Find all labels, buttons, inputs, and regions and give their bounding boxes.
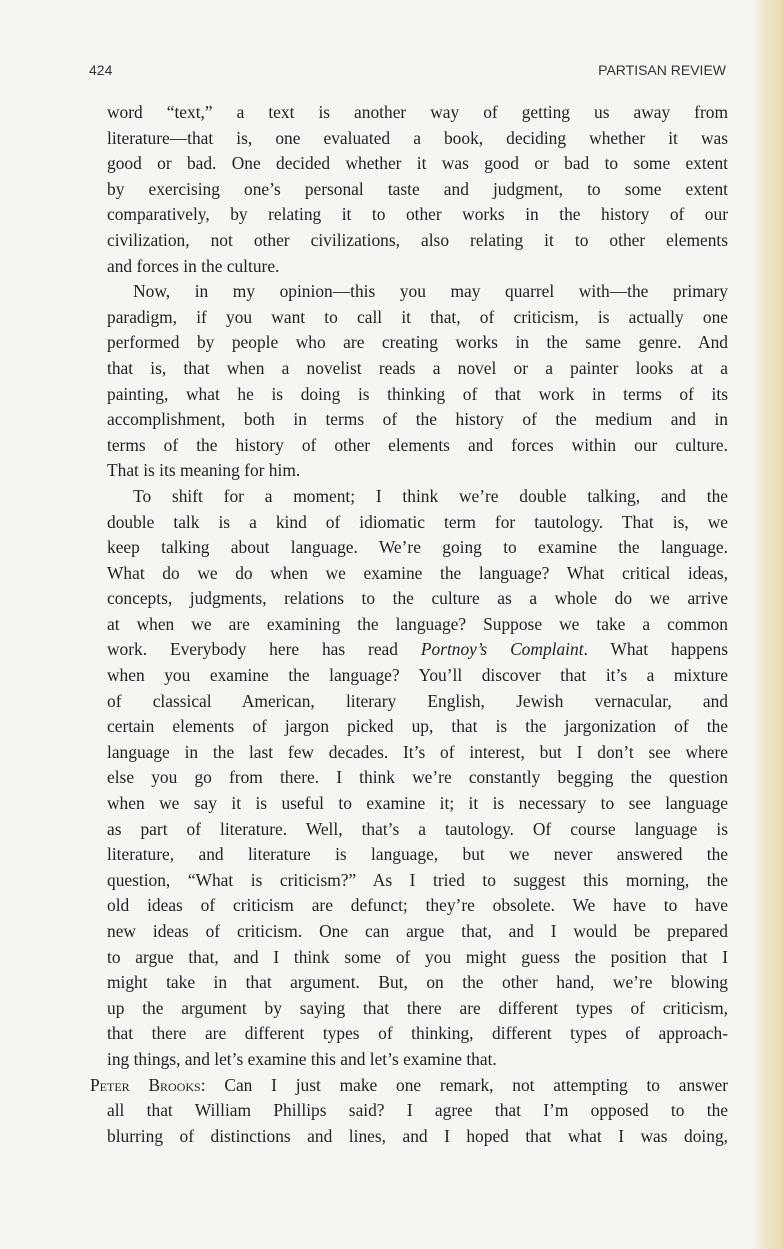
paragraph (107, 279, 728, 484)
text-line: painting, what he is doing is thinking of that work in terms of its (107, 383, 728, 404)
text-line: blurring of distinctions and lines, and I hoped that what I was doing, (107, 1125, 728, 1146)
text-line: all that William Phillips said? I agree that I’m opposed to the (107, 1100, 728, 1121)
speaker-name: Peter Brooks: (90, 1074, 206, 1095)
text-line: literature—that is, one evaluated a book, deciding whether it was (107, 127, 728, 148)
text-line: by exercising one’s personal taste and judgment, to some extent (107, 178, 728, 199)
text-line: literature, and literature is language, but we never answered the (107, 844, 728, 865)
text-line: paradigm, if you want to call it that, of criticism, is actually one (107, 306, 728, 327)
text-line: What do we do when we examine the language? What critical ideas, (107, 562, 728, 583)
text-line: to argue that, and I think some of you might guess the position that I (107, 946, 728, 967)
book-title: Portnoy’s Complaint (420, 639, 584, 660)
text-line: question, “What is criticism?” As I tried to suggest this morning, the (107, 869, 728, 890)
text-line: Peter Brooks: Can I just make one remark, not attempting to answer (90, 1074, 728, 1095)
text-line: performed by people who are creating works in the same genre. And (107, 332, 728, 353)
text-line: as part of literature. Well, that’s a tautology. Of course language is (107, 818, 728, 839)
text-line: good or bad. One decided whether it was good or bad to some extent (107, 153, 728, 174)
text-line: certain elements of jargon picked up, that is the jargonization of the (107, 716, 728, 737)
text-line: keep talking about language. We’re going to examine the language. (107, 537, 728, 558)
text-line: new ideas of criticism. One can argue that, and I would be prepared (107, 921, 728, 941)
text-line: up the argument by saying that there are different types of criticism, (107, 997, 728, 1018)
text-line: work. Everybody here has read Portnoy’s Complaint. What happens (107, 639, 728, 660)
text-line: terms of the history of other elements and forces within our culture. (107, 434, 728, 455)
text-line: word “text,” a text is another way of getting us away from (107, 102, 728, 122)
text-line: concepts, judgments, relations to the culture as a whole do we arrive (107, 588, 728, 609)
text-line: that there are different types of thinking, different types of approach- (107, 1023, 728, 1044)
text-line: that is, that when a novelist reads a novel or a painter looks at a (107, 357, 728, 378)
running-head: PARTISAN REVIEW (598, 62, 726, 78)
text-line: comparatively, by relating it to other works in the history of our (107, 204, 728, 225)
text-line: That is its meaning for him. (107, 460, 301, 481)
paragraph (107, 100, 728, 279)
text-line: ing things, and let’s examine this and let’s examine that. (107, 1048, 497, 1069)
text-line: when you examine the language? You’ll discover that it’s a mixture (107, 665, 728, 686)
page-number: 424 (89, 62, 113, 78)
text-line: accomplishment, both in terms of the history of the medium and in (107, 409, 728, 430)
text-line: civilization, not other civilizations, also relating it to other elements (107, 229, 728, 250)
text-line: else you go from there. I think we’re constantly begging the question (107, 767, 728, 788)
text-line: might take in that argument. But, on the other hand, we’re blowing (107, 972, 728, 993)
text-line: when we say it is useful to examine it; it is necessary to see language (107, 793, 728, 814)
page-edge (753, 0, 783, 1249)
text-line: at when we are examining the language? Suppose we take a common (107, 613, 728, 634)
text-line: and forces in the culture. (107, 255, 280, 276)
body-text (90, 100, 728, 1149)
text-line: old ideas of criticism are defunct; they’re obsolete. We have to have (107, 895, 728, 916)
text-line: language in the last few decades. It’s of interest, but I don’t see where (107, 741, 728, 762)
paragraph (107, 484, 728, 1073)
text-line: double talk is a kind of idiomatic term for tautology. That is, we (107, 511, 728, 532)
speech-paragraph (90, 1073, 728, 1150)
text-line: To shift for a moment; I think we’re double talking, and the (107, 485, 728, 506)
text-line: Now, in my opinion—this you may quarrel with—the primary (107, 281, 728, 302)
text-line: of classical American, literary English, Jewish vernacular, and (107, 690, 728, 711)
